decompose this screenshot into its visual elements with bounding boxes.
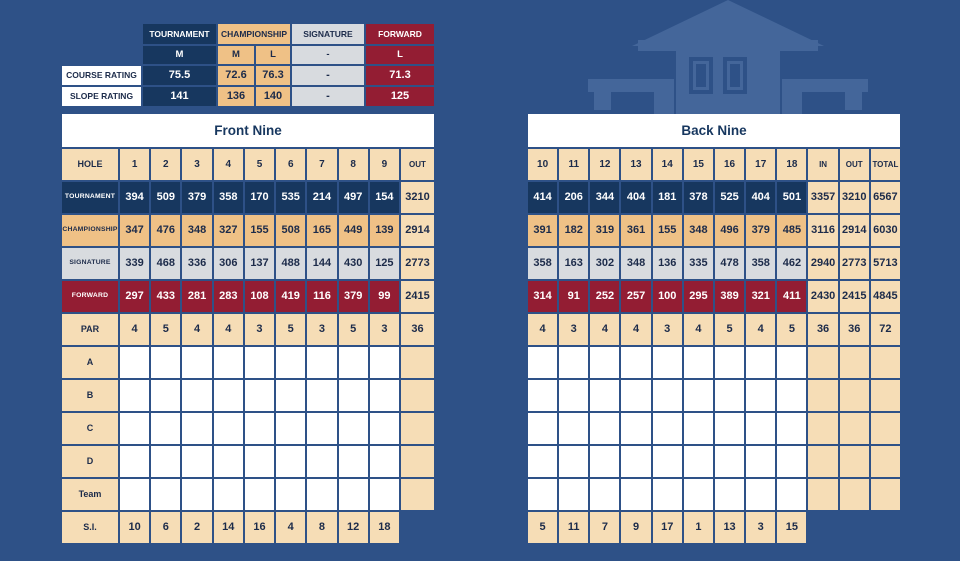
- score-entry-cell[interactable]: [151, 479, 180, 510]
- score-cell: 4: [120, 314, 149, 345]
- score-entry-cell[interactable]: [339, 347, 368, 378]
- score-cell: 478: [715, 248, 744, 279]
- totals-header-cell: OUT: [840, 149, 869, 180]
- score-entry-cell[interactable]: [590, 380, 619, 411]
- score-cell: 389: [715, 281, 744, 312]
- score-entry-cell[interactable]: [370, 380, 399, 411]
- score-cell: 136: [653, 248, 682, 279]
- score-entry-cell[interactable]: [276, 347, 305, 378]
- score-entry-cell[interactable]: [120, 413, 149, 444]
- score-cell: 99: [370, 281, 399, 312]
- score-entry-cell[interactable]: [151, 446, 180, 477]
- score-cell: 155: [653, 215, 682, 246]
- score-entry-cell[interactable]: [214, 413, 243, 444]
- total-cell: 72: [871, 314, 900, 345]
- total-entry-cell[interactable]: [401, 479, 434, 510]
- tee-set-header: CHAMPIONSHIP: [218, 24, 290, 44]
- score-cell: 3: [559, 314, 588, 345]
- total-cell: 2914: [401, 215, 434, 246]
- score-entry-cell[interactable]: [684, 347, 713, 378]
- score-entry-cell[interactable]: [339, 479, 368, 510]
- total-cell: 36: [401, 314, 434, 345]
- score-cell: 3: [245, 314, 274, 345]
- total-entry-cell[interactable]: [401, 347, 434, 378]
- row-label-cell: B: [62, 380, 118, 411]
- score-cell: 108: [245, 281, 274, 312]
- total-entry-cell[interactable]: [808, 446, 837, 477]
- score-cell: 509: [151, 182, 180, 213]
- score-entry-cell[interactable]: [715, 380, 744, 411]
- score-cell: 347: [120, 215, 149, 246]
- score-entry-cell[interactable]: [182, 479, 211, 510]
- score-entry-cell[interactable]: [777, 479, 806, 510]
- total-cell: 3210: [401, 182, 434, 213]
- score-entry-cell[interactable]: [307, 380, 336, 411]
- score-cell: 321: [746, 281, 775, 312]
- score-entry-cell[interactable]: [777, 446, 806, 477]
- score-cell: 139: [370, 215, 399, 246]
- rating-value-cell: 75.5: [143, 66, 216, 85]
- hole-number-cell: 4: [214, 149, 243, 180]
- score-entry-cell[interactable]: [621, 446, 650, 477]
- score-entry-cell[interactable]: [276, 479, 305, 510]
- score-entry-cell[interactable]: [370, 347, 399, 378]
- score-entry-cell[interactable]: [182, 446, 211, 477]
- score-cell: 15: [777, 512, 806, 543]
- hole-number-cell: 18: [777, 149, 806, 180]
- score-entry-cell[interactable]: [621, 380, 650, 411]
- score-cell: 339: [120, 248, 149, 279]
- score-entry-cell[interactable]: [307, 446, 336, 477]
- score-entry-cell[interactable]: [339, 413, 368, 444]
- score-cell: 91: [559, 281, 588, 312]
- score-cell: 302: [590, 248, 619, 279]
- score-entry-cell[interactable]: [559, 479, 588, 510]
- score-cell: 3: [307, 314, 336, 345]
- totals-header-cell: OUT: [401, 149, 434, 180]
- score-entry-cell[interactable]: [245, 347, 274, 378]
- score-cell: 319: [590, 215, 619, 246]
- score-cell: 257: [621, 281, 650, 312]
- score-cell: 336: [182, 248, 211, 279]
- score-cell: 155: [245, 215, 274, 246]
- hole-number-cell: 15: [684, 149, 713, 180]
- score-entry-cell[interactable]: [621, 479, 650, 510]
- score-cell: 496: [715, 215, 744, 246]
- row-label-cell: A: [62, 347, 118, 378]
- total-cell: 2773: [401, 248, 434, 279]
- score-entry-cell[interactable]: [653, 380, 682, 411]
- score-cell: 449: [339, 215, 368, 246]
- score-entry-cell[interactable]: [182, 380, 211, 411]
- score-cell: 4: [182, 314, 211, 345]
- score-entry-cell[interactable]: [276, 380, 305, 411]
- score-entry-cell[interactable]: [746, 347, 775, 378]
- score-cell: 11: [559, 512, 588, 543]
- score-entry-cell[interactable]: [653, 446, 682, 477]
- score-cell: 535: [276, 182, 305, 213]
- hole-number-cell: 3: [182, 149, 211, 180]
- score-cell: 488: [276, 248, 305, 279]
- rating-value-cell: 125: [366, 87, 434, 106]
- score-entry-cell[interactable]: [684, 479, 713, 510]
- score-cell: 501: [777, 182, 806, 213]
- score-cell: 348: [684, 215, 713, 246]
- total-entry-cell[interactable]: [401, 446, 434, 477]
- score-cell: 170: [245, 182, 274, 213]
- total-entry-cell[interactable]: [808, 380, 837, 411]
- score-cell: 404: [621, 182, 650, 213]
- hole-header-label: HOLE: [62, 149, 118, 180]
- score-cell: 327: [214, 215, 243, 246]
- score-entry-cell[interactable]: [777, 413, 806, 444]
- score-cell: 3: [746, 512, 775, 543]
- rating-value-cell: 76.3: [256, 66, 290, 85]
- score-cell: 348: [182, 215, 211, 246]
- score-cell: 9: [621, 512, 650, 543]
- score-cell: 4: [214, 314, 243, 345]
- total-cell: 2415: [401, 281, 434, 312]
- score-cell: 344: [590, 182, 619, 213]
- tee-marker-cell: M: [218, 46, 254, 64]
- score-cell: 4: [276, 512, 305, 543]
- score-cell: 348: [621, 248, 650, 279]
- score-entry-cell[interactable]: [621, 347, 650, 378]
- score-cell: 379: [182, 182, 211, 213]
- total-entry-cell[interactable]: [808, 479, 837, 510]
- score-entry-cell[interactable]: [653, 413, 682, 444]
- score-cell: 378: [684, 182, 713, 213]
- hole-number-cell: 5: [245, 149, 274, 180]
- score-entry-cell[interactable]: [370, 479, 399, 510]
- front-title: Front Nine: [62, 114, 434, 147]
- score-entry-cell[interactable]: [339, 446, 368, 477]
- back-nine-table: [528, 114, 900, 543]
- score-entry-cell[interactable]: [182, 347, 211, 378]
- front-nine-table: [62, 114, 434, 543]
- score-cell: 125: [370, 248, 399, 279]
- score-entry-cell[interactable]: [151, 380, 180, 411]
- row-label-cell: Team: [62, 479, 118, 510]
- score-cell: 476: [151, 215, 180, 246]
- score-cell: 358: [746, 248, 775, 279]
- score-entry-cell[interactable]: [151, 347, 180, 378]
- tee-marker-cell: L: [366, 46, 434, 64]
- total-entry-cell[interactable]: [840, 347, 869, 378]
- score-entry-cell[interactable]: [339, 380, 368, 411]
- score-cell: 5: [715, 314, 744, 345]
- hole-number-cell: 6: [276, 149, 305, 180]
- score-cell: 5: [528, 512, 557, 543]
- score-entry-cell[interactable]: [182, 413, 211, 444]
- score-cell: 433: [151, 281, 180, 312]
- score-cell: 182: [559, 215, 588, 246]
- score-entry-cell[interactable]: [245, 479, 274, 510]
- score-entry-cell[interactable]: [653, 347, 682, 378]
- score-cell: 10: [120, 512, 149, 543]
- score-cell: 379: [339, 281, 368, 312]
- score-entry-cell[interactable]: [370, 413, 399, 444]
- score-entry-cell[interactable]: [307, 479, 336, 510]
- score-cell: 4: [528, 314, 557, 345]
- rating-value-cell: -: [292, 66, 364, 85]
- score-entry-cell[interactable]: [777, 380, 806, 411]
- hole-number-cell: 8: [339, 149, 368, 180]
- score-cell: 295: [684, 281, 713, 312]
- score-entry-cell[interactable]: [276, 446, 305, 477]
- score-cell: 100: [653, 281, 682, 312]
- rating-value-cell: 141: [143, 87, 216, 106]
- total-entry-cell[interactable]: [871, 380, 900, 411]
- score-entry-cell[interactable]: [120, 380, 149, 411]
- score-cell: 17: [653, 512, 682, 543]
- row-label-cell: C: [62, 413, 118, 444]
- total-entry-cell[interactable]: [401, 380, 434, 411]
- score-cell: 206: [559, 182, 588, 213]
- score-entry-cell[interactable]: [746, 413, 775, 444]
- score-cell: 5: [151, 314, 180, 345]
- total-entry-cell[interactable]: [840, 479, 869, 510]
- score-cell: 411: [777, 281, 806, 312]
- score-entry-cell[interactable]: [307, 347, 336, 378]
- score-cell: 281: [182, 281, 211, 312]
- hole-number-cell: 7: [307, 149, 336, 180]
- score-cell: 163: [559, 248, 588, 279]
- rating-row-label: SLOPE RATING: [62, 87, 141, 106]
- hole-number-cell: 16: [715, 149, 744, 180]
- total-cell: 3116: [808, 215, 837, 246]
- tee-set-header: FORWARD: [366, 24, 434, 44]
- score-cell: 165: [307, 215, 336, 246]
- score-cell: 4: [621, 314, 650, 345]
- total-cell: 2940: [808, 248, 837, 279]
- score-entry-cell[interactable]: [746, 479, 775, 510]
- score-cell: 525: [715, 182, 744, 213]
- row-label-cell: S.I.: [62, 512, 118, 543]
- score-entry-cell[interactable]: [559, 347, 588, 378]
- score-cell: 8: [307, 512, 336, 543]
- score-entry-cell[interactable]: [746, 380, 775, 411]
- rating-value-cell: 72.6: [218, 66, 254, 85]
- total-cell: 2430: [808, 281, 837, 312]
- score-cell: 335: [684, 248, 713, 279]
- total-cell: 36: [840, 314, 869, 345]
- score-cell: 414: [528, 182, 557, 213]
- score-entry-cell[interactable]: [590, 479, 619, 510]
- row-label-cell: PAR: [62, 314, 118, 345]
- total-cell: 36: [808, 314, 837, 345]
- hole-number-cell: 9: [370, 149, 399, 180]
- total-cell: 2773: [840, 248, 869, 279]
- score-entry-cell[interactable]: [684, 380, 713, 411]
- score-entry-cell[interactable]: [528, 380, 557, 411]
- score-cell: 283: [214, 281, 243, 312]
- total-entry-cell[interactable]: [871, 413, 900, 444]
- score-cell: 2: [182, 512, 211, 543]
- score-cell: 391: [528, 215, 557, 246]
- rating-value-cell: 136: [218, 87, 254, 106]
- score-cell: 1: [684, 512, 713, 543]
- score-cell: 314: [528, 281, 557, 312]
- tee-marker-cell: M: [143, 46, 216, 64]
- score-cell: 306: [214, 248, 243, 279]
- score-cell: 430: [339, 248, 368, 279]
- score-cell: 497: [339, 182, 368, 213]
- score-entry-cell[interactable]: [214, 347, 243, 378]
- score-cell: 3: [653, 314, 682, 345]
- score-entry-cell[interactable]: [120, 446, 149, 477]
- row-label-cell: TOURNAMENT: [62, 182, 118, 213]
- totals-header-cell: IN: [808, 149, 837, 180]
- score-entry-cell[interactable]: [528, 413, 557, 444]
- tee-marker-cell: -: [292, 46, 364, 64]
- score-entry-cell[interactable]: [528, 479, 557, 510]
- total-cell: 3210: [840, 182, 869, 213]
- score-entry-cell[interactable]: [715, 479, 744, 510]
- score-cell: 137: [245, 248, 274, 279]
- score-entry-cell[interactable]: [245, 413, 274, 444]
- total-entry-cell[interactable]: [871, 347, 900, 378]
- score-cell: 7: [590, 512, 619, 543]
- score-entry-cell[interactable]: [590, 413, 619, 444]
- score-cell: 3: [370, 314, 399, 345]
- score-entry-cell[interactable]: [653, 479, 682, 510]
- score-entry-cell[interactable]: [746, 446, 775, 477]
- score-cell: 419: [276, 281, 305, 312]
- score-entry-cell[interactable]: [715, 347, 744, 378]
- score-cell: 18: [370, 512, 399, 543]
- score-cell: 144: [307, 248, 336, 279]
- score-entry-cell[interactable]: [370, 446, 399, 477]
- total-cell: 6030: [871, 215, 900, 246]
- clubhouse-watermark-icon: [588, 0, 868, 115]
- score-cell: 297: [120, 281, 149, 312]
- score-entry-cell[interactable]: [528, 347, 557, 378]
- score-cell: 462: [777, 248, 806, 279]
- score-cell: 379: [746, 215, 775, 246]
- score-cell: 12: [339, 512, 368, 543]
- total-entry-cell[interactable]: [808, 347, 837, 378]
- score-entry-cell[interactable]: [590, 446, 619, 477]
- score-entry-cell[interactable]: [684, 446, 713, 477]
- score-cell: 4: [684, 314, 713, 345]
- score-cell: 4: [590, 314, 619, 345]
- total-cell: 2914: [840, 215, 869, 246]
- rating-value-cell: -: [292, 87, 364, 106]
- score-cell: 485: [777, 215, 806, 246]
- row-label-cell: FORWARD: [62, 281, 118, 312]
- score-entry-cell[interactable]: [245, 446, 274, 477]
- total-entry-cell[interactable]: [808, 413, 837, 444]
- hole-number-cell: 1: [120, 149, 149, 180]
- total-entry-cell[interactable]: [840, 413, 869, 444]
- score-cell: 404: [746, 182, 775, 213]
- score-entry-cell[interactable]: [120, 479, 149, 510]
- score-entry-cell[interactable]: [307, 413, 336, 444]
- score-cell: 5: [339, 314, 368, 345]
- row-label-cell: D: [62, 446, 118, 477]
- total-cell: 5713: [871, 248, 900, 279]
- hole-number-cell: 13: [621, 149, 650, 180]
- score-entry-cell[interactable]: [715, 413, 744, 444]
- hole-number-cell: 2: [151, 149, 180, 180]
- row-label-cell: SIGNATURE: [62, 248, 118, 279]
- score-cell: 358: [528, 248, 557, 279]
- total-cell: 3357: [808, 182, 837, 213]
- score-entry-cell[interactable]: [559, 413, 588, 444]
- score-entry-cell[interactable]: [684, 413, 713, 444]
- hole-number-cell: 10: [528, 149, 557, 180]
- total-entry-cell[interactable]: [871, 479, 900, 510]
- total-entry-cell[interactable]: [871, 446, 900, 477]
- rating-row-label: COURSE RATING: [62, 66, 141, 85]
- score-cell: 394: [120, 182, 149, 213]
- tee-set-header: SIGNATURE: [292, 24, 364, 44]
- score-cell: 358: [214, 182, 243, 213]
- score-entry-cell[interactable]: [621, 413, 650, 444]
- totals-header-cell: TOTAL: [871, 149, 900, 180]
- score-cell: 214: [307, 182, 336, 213]
- row-label-cell: CHAMPIONSHIP: [62, 215, 118, 246]
- total-entry-cell[interactable]: [401, 413, 434, 444]
- score-cell: 14: [214, 512, 243, 543]
- score-cell: 116: [307, 281, 336, 312]
- total-entry-cell[interactable]: [840, 446, 869, 477]
- hole-number-cell: 17: [746, 149, 775, 180]
- score-cell: 6: [151, 512, 180, 543]
- back-title: Back Nine: [528, 114, 900, 147]
- score-cell: 252: [590, 281, 619, 312]
- score-entry-cell[interactable]: [151, 413, 180, 444]
- score-entry-cell[interactable]: [590, 347, 619, 378]
- score-entry-cell[interactable]: [276, 413, 305, 444]
- score-entry-cell[interactable]: [214, 479, 243, 510]
- hole-number-cell: 12: [590, 149, 619, 180]
- score-entry-cell[interactable]: [214, 446, 243, 477]
- score-cell: 13: [715, 512, 744, 543]
- rating-value-cell: 140: [256, 87, 290, 106]
- score-cell: 5: [276, 314, 305, 345]
- score-cell: 154: [370, 182, 399, 213]
- score-cell: 4: [746, 314, 775, 345]
- tee-marker-cell: L: [256, 46, 290, 64]
- tee-ratings-table: [62, 24, 434, 106]
- score-cell: 16: [245, 512, 274, 543]
- total-cell: 6567: [871, 182, 900, 213]
- score-cell: 181: [653, 182, 682, 213]
- score-cell: 468: [151, 248, 180, 279]
- score-cell: 361: [621, 215, 650, 246]
- total-cell: 4845: [871, 281, 900, 312]
- tee-set-header: TOURNAMENT: [143, 24, 216, 44]
- score-entry-cell[interactable]: [245, 380, 274, 411]
- total-cell: 2415: [840, 281, 869, 312]
- score-entry-cell[interactable]: [214, 380, 243, 411]
- score-cell: 5: [777, 314, 806, 345]
- score-entry-cell[interactable]: [559, 380, 588, 411]
- hole-number-cell: 14: [653, 149, 682, 180]
- total-entry-cell[interactable]: [840, 380, 869, 411]
- score-entry-cell[interactable]: [120, 347, 149, 378]
- score-entry-cell[interactable]: [777, 347, 806, 378]
- score-cell: 508: [276, 215, 305, 246]
- rating-value-cell: 71.3: [366, 66, 434, 85]
- score-entry-cell[interactable]: [559, 446, 588, 477]
- hole-number-cell: 11: [559, 149, 588, 180]
- score-entry-cell[interactable]: [528, 446, 557, 477]
- score-entry-cell[interactable]: [715, 446, 744, 477]
